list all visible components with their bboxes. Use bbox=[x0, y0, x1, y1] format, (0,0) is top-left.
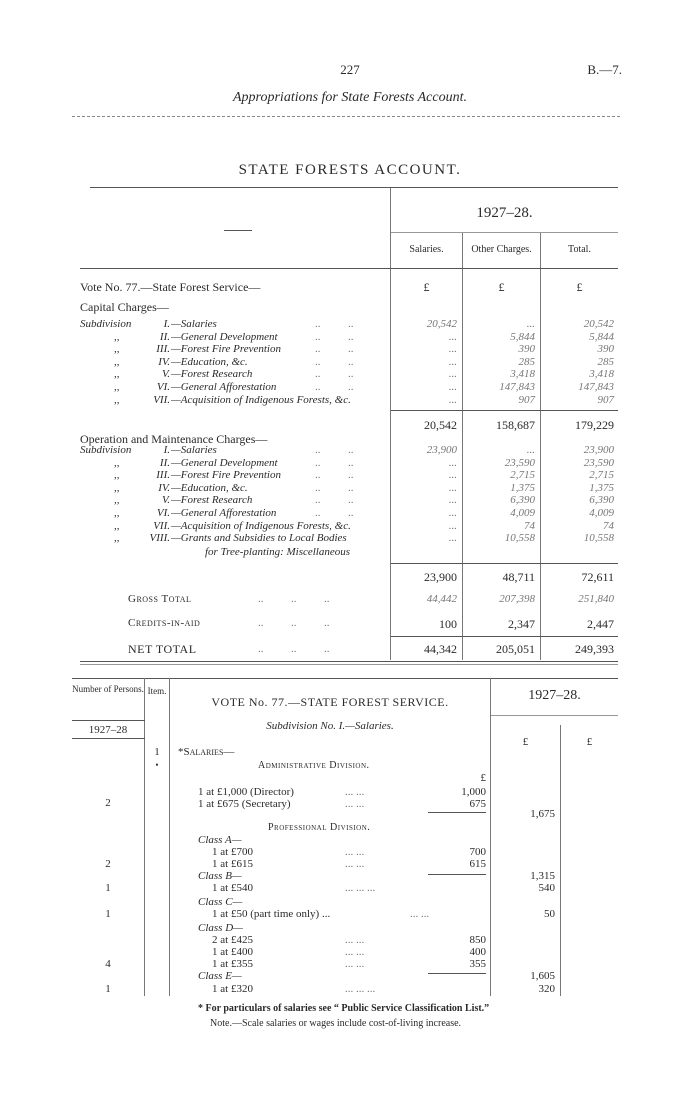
capital-row-label: —General Development bbox=[171, 330, 278, 343]
operation-row-mark: ,, bbox=[114, 481, 120, 494]
net-total-other: 205,051 bbox=[496, 642, 535, 656]
capital-row-leader: .. .. bbox=[315, 330, 354, 343]
running-title: Appropriations for State Forests Account. bbox=[233, 90, 467, 105]
operation-row-number: I. bbox=[163, 444, 170, 456]
operation-row-mark: ,, bbox=[114, 519, 120, 532]
admin-row-secretary-amount: 675 bbox=[469, 798, 486, 810]
operation-row-mark: ,, bbox=[114, 456, 120, 469]
capital-subtotal-salaries: 20,542 bbox=[424, 418, 457, 432]
credits-label: Credits-in-aid bbox=[128, 617, 201, 629]
capital-row-label: —Forest Fire Prevention bbox=[171, 343, 281, 356]
operation-row-salaries: ... bbox=[448, 456, 457, 469]
operation-row-total: 2,715 bbox=[589, 469, 614, 482]
admin-row-director-leader: ... ... bbox=[345, 786, 365, 798]
capital-row-salaries: ... bbox=[448, 381, 457, 393]
class-a-row-1: 1 at £700 bbox=[212, 846, 253, 858]
summary-top-rule bbox=[90, 187, 618, 188]
credits-total: 2,447 bbox=[587, 617, 614, 631]
label-dash bbox=[224, 230, 252, 231]
operation-row-label: —Acquisition of Indigenous Forests, &c. bbox=[171, 519, 351, 532]
operation-row-label: —Salaries bbox=[171, 444, 217, 456]
capital-row-total: 285 bbox=[597, 355, 614, 368]
class-c-row-leader: ... ... bbox=[410, 908, 430, 920]
net-total-salaries: 44,342 bbox=[424, 642, 457, 656]
class-d-row-2-amount: 400 bbox=[469, 946, 486, 958]
col-total: Total. bbox=[568, 244, 591, 255]
operation-row-label: —General Development bbox=[171, 456, 278, 469]
class-c-amount: 50 bbox=[544, 908, 555, 920]
capital-row-total: 390 bbox=[597, 343, 614, 356]
class-c-row: 1 at £50 (part time only) ... bbox=[212, 908, 331, 920]
class-e-persons: 1 bbox=[105, 983, 111, 995]
operation-row-leader: .. .. bbox=[315, 494, 354, 507]
operation-row-leader: .. .. bbox=[315, 469, 354, 482]
capital-row-salaries: ... bbox=[448, 343, 457, 356]
operation-row-label: —General Afforestation bbox=[171, 507, 277, 519]
capital-row-mark: Subdivision bbox=[80, 318, 132, 330]
class-e-amount: 320 bbox=[538, 983, 555, 995]
prof-division-heading: Professional Division. bbox=[268, 822, 371, 833]
operation-row-label: —Forest Fire Prevention bbox=[171, 469, 281, 482]
capital-heading: Capital Charges— bbox=[80, 300, 169, 314]
operation-row-label: —Grants and Subsidies to Local Bodies bbox=[171, 532, 347, 545]
vote-col-divider-amt1 bbox=[490, 678, 491, 996]
capital-row-mark: ,, bbox=[114, 330, 120, 343]
year-rule bbox=[391, 232, 618, 233]
operation-row-number: III. bbox=[156, 469, 170, 482]
class-d-sum-rule bbox=[428, 973, 486, 974]
class-b-persons: 1 bbox=[105, 882, 111, 894]
class-e-heading: Class E— bbox=[198, 970, 242, 982]
class-d-row-3-amount: 355 bbox=[469, 958, 486, 970]
vote-label: Vote No. 77.—State Forest Service— bbox=[80, 280, 261, 294]
main-title: STATE FORESTS ACCOUNT. bbox=[238, 162, 462, 178]
operation-row-salaries: ... bbox=[448, 494, 457, 507]
class-b-amount: 540 bbox=[538, 882, 555, 894]
capital-row-other: ... bbox=[526, 318, 535, 330]
capital-row-mark: ,, bbox=[114, 343, 120, 356]
operation-row-total: 23,900 bbox=[583, 444, 614, 456]
operation-heading: Operation and Maintenance Charges— bbox=[80, 432, 268, 446]
admin-row-director-amount: 1,000 bbox=[461, 786, 486, 798]
capital-row-number: VI. bbox=[156, 381, 170, 393]
capital-row-salaries: ... bbox=[448, 330, 457, 343]
admin-sum-rule bbox=[428, 812, 486, 813]
admin-total: 1,675 bbox=[530, 808, 555, 820]
class-a-row-1-leader: ... ... bbox=[345, 846, 365, 858]
operation-row-other: 4,009 bbox=[510, 507, 535, 519]
capital-row-salaries: ... bbox=[448, 393, 457, 406]
admin-division-heading: Administrative Division. bbox=[258, 760, 370, 771]
operation-row-other: 2,715 bbox=[510, 469, 535, 482]
page-number: 227 bbox=[340, 62, 360, 77]
gross-total-salaries: 44,442 bbox=[426, 593, 457, 605]
operation-row-number: VI. bbox=[156, 507, 170, 519]
capital-row-label: —Forest Research bbox=[171, 368, 253, 381]
capital-row-total: 5,844 bbox=[589, 330, 614, 343]
capital-row-label: —Education, &c. bbox=[171, 355, 248, 368]
footnote-note: Note.—Scale salaries or wages include cost-of-living increase. bbox=[210, 1018, 462, 1029]
operation-row-label: —Forest Research bbox=[171, 494, 253, 507]
operation-row-mark: Subdivision bbox=[80, 444, 132, 456]
operation-row-total: 23,590 bbox=[583, 456, 614, 469]
operation-row-salaries: ... bbox=[448, 481, 457, 494]
class-d-persons: 4 bbox=[105, 958, 111, 970]
capital-subtotal-rule bbox=[391, 410, 618, 411]
class-b-row-leader: ... ... ... bbox=[345, 882, 376, 894]
item-number: 1 bbox=[154, 746, 160, 758]
capital-row-number: I. bbox=[163, 318, 170, 330]
capital-row-number: IV. bbox=[158, 355, 170, 368]
capital-row-total: 20,542 bbox=[583, 318, 614, 330]
admin-row-secretary-leader: ... ... bbox=[345, 798, 365, 810]
currency-other: £ bbox=[498, 280, 505, 294]
operation-row-mark: ,, bbox=[114, 532, 120, 545]
operation-subtotal-rule bbox=[391, 563, 618, 564]
gross-total-label: Gross Total bbox=[128, 593, 192, 605]
operation-row8-continuation: for Tree-planting: Miscellaneous bbox=[205, 546, 351, 558]
capital-row-other: 3,418 bbox=[510, 368, 535, 381]
gross-total-total: 251,840 bbox=[578, 593, 614, 605]
capital-row-total: 3,418 bbox=[589, 368, 614, 381]
col-other-charges: Other Charges. bbox=[471, 244, 532, 255]
item-marker: • bbox=[155, 760, 159, 770]
net-total-label: NET TOTAL bbox=[128, 642, 197, 656]
capital-row-mark: ,, bbox=[114, 393, 120, 406]
operation-row-number: VII. bbox=[153, 519, 170, 532]
operation-row-other: 23,590 bbox=[504, 456, 535, 469]
net-total-total: 249,393 bbox=[575, 642, 614, 656]
footnote-asterisk: * For particulars of salaries see “ Public Service Classification List.” bbox=[198, 1003, 490, 1014]
vote-subtitle: Subdivision No. I.—Salaries. bbox=[266, 720, 394, 732]
capital-subtotal-other: 158,687 bbox=[496, 418, 535, 432]
credits-other: 2,347 bbox=[508, 617, 535, 631]
summary-bottom-rule bbox=[80, 661, 618, 662]
operation-row-leader: .. .. bbox=[315, 481, 354, 494]
operation-row-salaries: ... bbox=[448, 507, 457, 519]
operation-subtotal-other: 48,711 bbox=[502, 570, 535, 584]
class-d-row-1: 2 at £425 bbox=[212, 934, 253, 946]
vote-year-rule bbox=[491, 715, 618, 716]
operation-subtotal-total: 72,611 bbox=[581, 570, 614, 584]
operation-row-other: 74 bbox=[524, 519, 535, 532]
credits-salaries: 100 bbox=[439, 617, 457, 631]
operation-row-total: 4,009 bbox=[589, 507, 614, 519]
operation-subtotal-salaries: 23,900 bbox=[424, 570, 457, 584]
summary-bottom-rule-2 bbox=[80, 664, 618, 665]
capital-row-other: 285 bbox=[518, 355, 535, 368]
currency-total: £ bbox=[576, 280, 583, 294]
operation-row-leader: .. .. bbox=[315, 456, 354, 469]
admin-row-director: 1 at £1,000 (Director) bbox=[198, 786, 294, 798]
capital-row-other: 147,843 bbox=[499, 381, 535, 393]
operation-row-number: II. bbox=[159, 456, 170, 469]
class-d-row-2: 1 at £400 bbox=[212, 946, 253, 958]
operation-row-total: 1,375 bbox=[589, 481, 614, 494]
capital-row-number: V. bbox=[161, 368, 170, 381]
capital-row-label: —General Afforestation bbox=[171, 381, 277, 393]
operation-row-other: 6,390 bbox=[510, 494, 535, 507]
class-d-row-3-leader: ... ... bbox=[345, 958, 365, 970]
class-a-total: 1,315 bbox=[530, 870, 555, 882]
class-c-heading: Class C— bbox=[198, 896, 243, 908]
capital-row-number: III. bbox=[156, 343, 170, 356]
persons-year: 1927–28 bbox=[88, 724, 128, 736]
capital-row-label: —Acquisition of Indigenous Forests, &c. bbox=[171, 393, 351, 406]
document-code: B.—7. bbox=[587, 62, 622, 77]
capital-row-other: 907 bbox=[518, 393, 535, 406]
vote-top-rule bbox=[72, 678, 618, 679]
capital-row-leader: .. .. bbox=[315, 368, 354, 381]
capital-row-leader: .. .. bbox=[315, 343, 354, 356]
operation-row-other: 1,375 bbox=[510, 481, 535, 494]
class-e-row-leader: ... ... ... bbox=[345, 983, 376, 995]
class-d-row-3: 1 at £355 bbox=[212, 958, 253, 970]
persons-year-rule-top bbox=[72, 720, 145, 721]
capital-row-total: 147,843 bbox=[578, 381, 614, 393]
capital-row-other: 390 bbox=[518, 343, 535, 356]
header-rule bbox=[72, 116, 620, 117]
class-a-row-2: 1 at £615 bbox=[212, 858, 253, 870]
capital-subtotal-total: 179,229 bbox=[575, 418, 614, 432]
class-a-persons: 2 bbox=[105, 858, 111, 870]
col-number-of-persons: Number of Persons. bbox=[72, 684, 144, 694]
currency-salaries: £ bbox=[423, 280, 430, 294]
operation-row-other: 10,558 bbox=[504, 532, 535, 545]
capital-row-leader: .. .. bbox=[315, 381, 354, 393]
operation-row-label: —Education, &c. bbox=[171, 481, 248, 494]
col-salaries: Salaries. bbox=[409, 244, 444, 255]
operation-row-leader: .. .. bbox=[315, 444, 354, 456]
capital-row-salaries: ... bbox=[448, 355, 457, 368]
operation-row-total: 10,558 bbox=[583, 532, 614, 545]
operation-row-other: ... bbox=[526, 444, 535, 456]
vote-title: VOTE No. 77.—STATE FOREST SERVICE. bbox=[211, 695, 449, 709]
capital-row-other: 5,844 bbox=[510, 330, 535, 343]
header-bottom-rule bbox=[80, 268, 618, 269]
capital-row-label: —Salaries bbox=[171, 318, 217, 330]
capital-row-mark: ,, bbox=[114, 368, 120, 381]
operation-row-number: IV. bbox=[158, 481, 170, 494]
vote-year: 1927–28. bbox=[528, 688, 581, 703]
capital-row-mark: ,, bbox=[114, 355, 120, 368]
col-item: Item. bbox=[147, 686, 167, 696]
net-total-leader: .. .. .. bbox=[258, 643, 330, 655]
summary-year: 1927–28. bbox=[476, 205, 533, 221]
capital-row-salaries: ... bbox=[448, 368, 457, 381]
operation-row-number: V. bbox=[161, 494, 170, 507]
operation-row-salaries: ... bbox=[448, 532, 457, 545]
admin-row-secretary: 1 at £675 (Secretary) bbox=[198, 798, 291, 810]
class-a-sum-rule bbox=[428, 874, 486, 875]
capital-row-mark: ,, bbox=[114, 381, 120, 393]
capital-row-number: VII. bbox=[153, 393, 170, 406]
vote-col-divider-amt2 bbox=[560, 725, 561, 996]
admin-currency: £ bbox=[480, 772, 486, 784]
operation-row-total: 6,390 bbox=[589, 494, 614, 507]
vote-currency-2: £ bbox=[586, 736, 593, 748]
gross-total-other: 207,398 bbox=[499, 593, 535, 605]
class-a-row-2-amount: 615 bbox=[469, 858, 486, 870]
capital-row-number: II. bbox=[159, 330, 170, 343]
vote-currency-1: £ bbox=[522, 736, 529, 748]
operation-row-leader: .. .. bbox=[315, 507, 354, 519]
class-d-row-1-leader: ... ... bbox=[345, 934, 365, 946]
class-d-row-1-amount: 850 bbox=[469, 934, 486, 946]
operation-row-salaries: ... bbox=[448, 469, 457, 482]
persons-year-rule-bottom bbox=[72, 738, 145, 739]
class-d-heading: Class D— bbox=[198, 922, 243, 934]
class-c-persons: 1 bbox=[105, 908, 111, 920]
operation-row-salaries: ... bbox=[448, 519, 457, 532]
net-rule bbox=[391, 636, 618, 637]
credits-leader: .. .. .. bbox=[258, 617, 330, 629]
operation-row-salaries: 23,900 bbox=[426, 444, 457, 456]
capital-row-leader: .. .. bbox=[315, 318, 354, 330]
class-d-total: 1,605 bbox=[530, 970, 555, 982]
admin-persons: 2 bbox=[105, 797, 111, 809]
gross-total-leader: .. .. .. bbox=[258, 593, 330, 605]
capital-row-salaries: 20,542 bbox=[426, 318, 457, 330]
class-a-row-1-amount: 700 bbox=[469, 846, 486, 858]
operation-row-mark: ,, bbox=[114, 507, 120, 519]
capital-row-total: 907 bbox=[597, 393, 614, 406]
salaries-heading: *Salaries— bbox=[178, 746, 235, 758]
operation-row-number: VIII. bbox=[149, 532, 170, 545]
class-a-heading: Class A— bbox=[198, 834, 242, 846]
capital-row-leader: .. .. bbox=[315, 355, 354, 368]
operation-row-total: 74 bbox=[603, 519, 614, 532]
class-d-row-2-leader: ... ... bbox=[345, 946, 365, 958]
operation-row-mark: ,, bbox=[114, 469, 120, 482]
vote-col-divider-persons bbox=[144, 678, 145, 996]
class-b-heading: Class B— bbox=[198, 870, 242, 882]
class-a-row-2-leader: ... ... bbox=[345, 858, 365, 870]
class-b-row: 1 at £540 bbox=[212, 882, 253, 894]
class-e-row: 1 at £320 bbox=[212, 983, 253, 995]
operation-row-mark: ,, bbox=[114, 494, 120, 507]
